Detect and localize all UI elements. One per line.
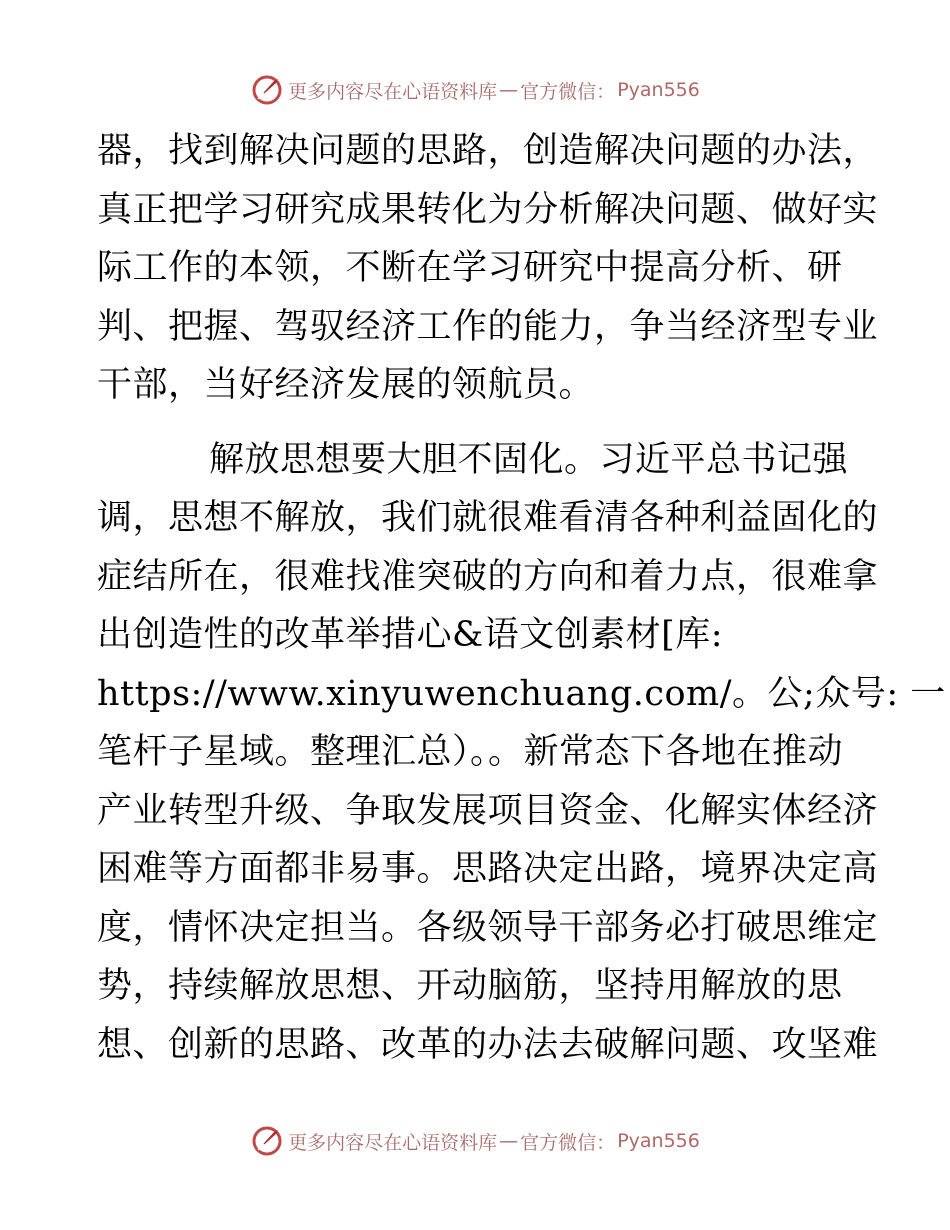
text-line: 困难等方面都非易事。思路决定出路，境界决定高 bbox=[97, 849, 879, 889]
watermark-separator: — bbox=[499, 1130, 519, 1152]
quill-logo-icon bbox=[250, 1124, 284, 1158]
text-line: 笔杆子星域。整理汇总）。。新常态下各地在推动 bbox=[97, 732, 844, 772]
text-line: 调，思想不解放，我们就很难看清各种利益固化的 bbox=[97, 498, 879, 538]
quill-logo-icon bbox=[250, 73, 284, 107]
watermark-text: 更多内容尽在心语资料库 bbox=[288, 80, 498, 103]
text-line: 想、创新的思路、改革的办法去破解问题、攻坚难 bbox=[97, 1024, 879, 1065]
watermark-wechat-id: Pyan556 bbox=[617, 1130, 700, 1152]
text-line: 真正把学习研究成果转化为分析解决问题、做好实 bbox=[97, 189, 879, 230]
text-line: 势，持续解放思想、开动脑筋，坚持用解放的思 bbox=[97, 966, 843, 1006]
text-line: https://www.xinyuwenchuang.com/。公;众号: 一 bbox=[97, 673, 946, 714]
watermark-text: 更多内容尽在心语资料库 bbox=[288, 1131, 498, 1154]
watermark-wechat-id: Pyan556 bbox=[617, 79, 700, 101]
watermark-label: 官方微信： bbox=[520, 80, 616, 103]
text-line: 出创造性的改革举措心&语文创素材[库: bbox=[97, 615, 724, 655]
watermark-separator: — bbox=[499, 79, 519, 101]
text-line: 际工作的本领，不断在学习研究中提高分析、研 bbox=[97, 248, 843, 288]
text-line: 器，找到解决问题的思路，创造解决问题的办法， bbox=[97, 131, 879, 171]
text-line: 解放思想要大胆不固化。习近平总书记强 bbox=[209, 439, 849, 480]
document-body bbox=[97, 122, 946, 1074]
text-line: 判、把握、驾驭经济工作的能力，争当经济型专业 bbox=[97, 306, 879, 347]
paragraph-1 bbox=[97, 122, 879, 415]
text-line: 产业转型升级、争取发展项目资金、化解实体经济 bbox=[97, 790, 879, 831]
text-line: 干部，当好经济发展的领航员。 bbox=[97, 365, 595, 405]
text-line: 症结所在，很难找准突破的方向和着力点，很难拿 bbox=[97, 556, 879, 597]
footer-watermark bbox=[0, 1123, 950, 1159]
header-watermark bbox=[0, 72, 950, 108]
paragraph-2 bbox=[97, 431, 946, 1075]
text-line: 度，情怀决定担当。各级领导干部务必打破思维定 bbox=[97, 907, 879, 948]
watermark-label: 官方微信： bbox=[520, 1131, 616, 1154]
paragraph-gap bbox=[97, 415, 857, 431]
